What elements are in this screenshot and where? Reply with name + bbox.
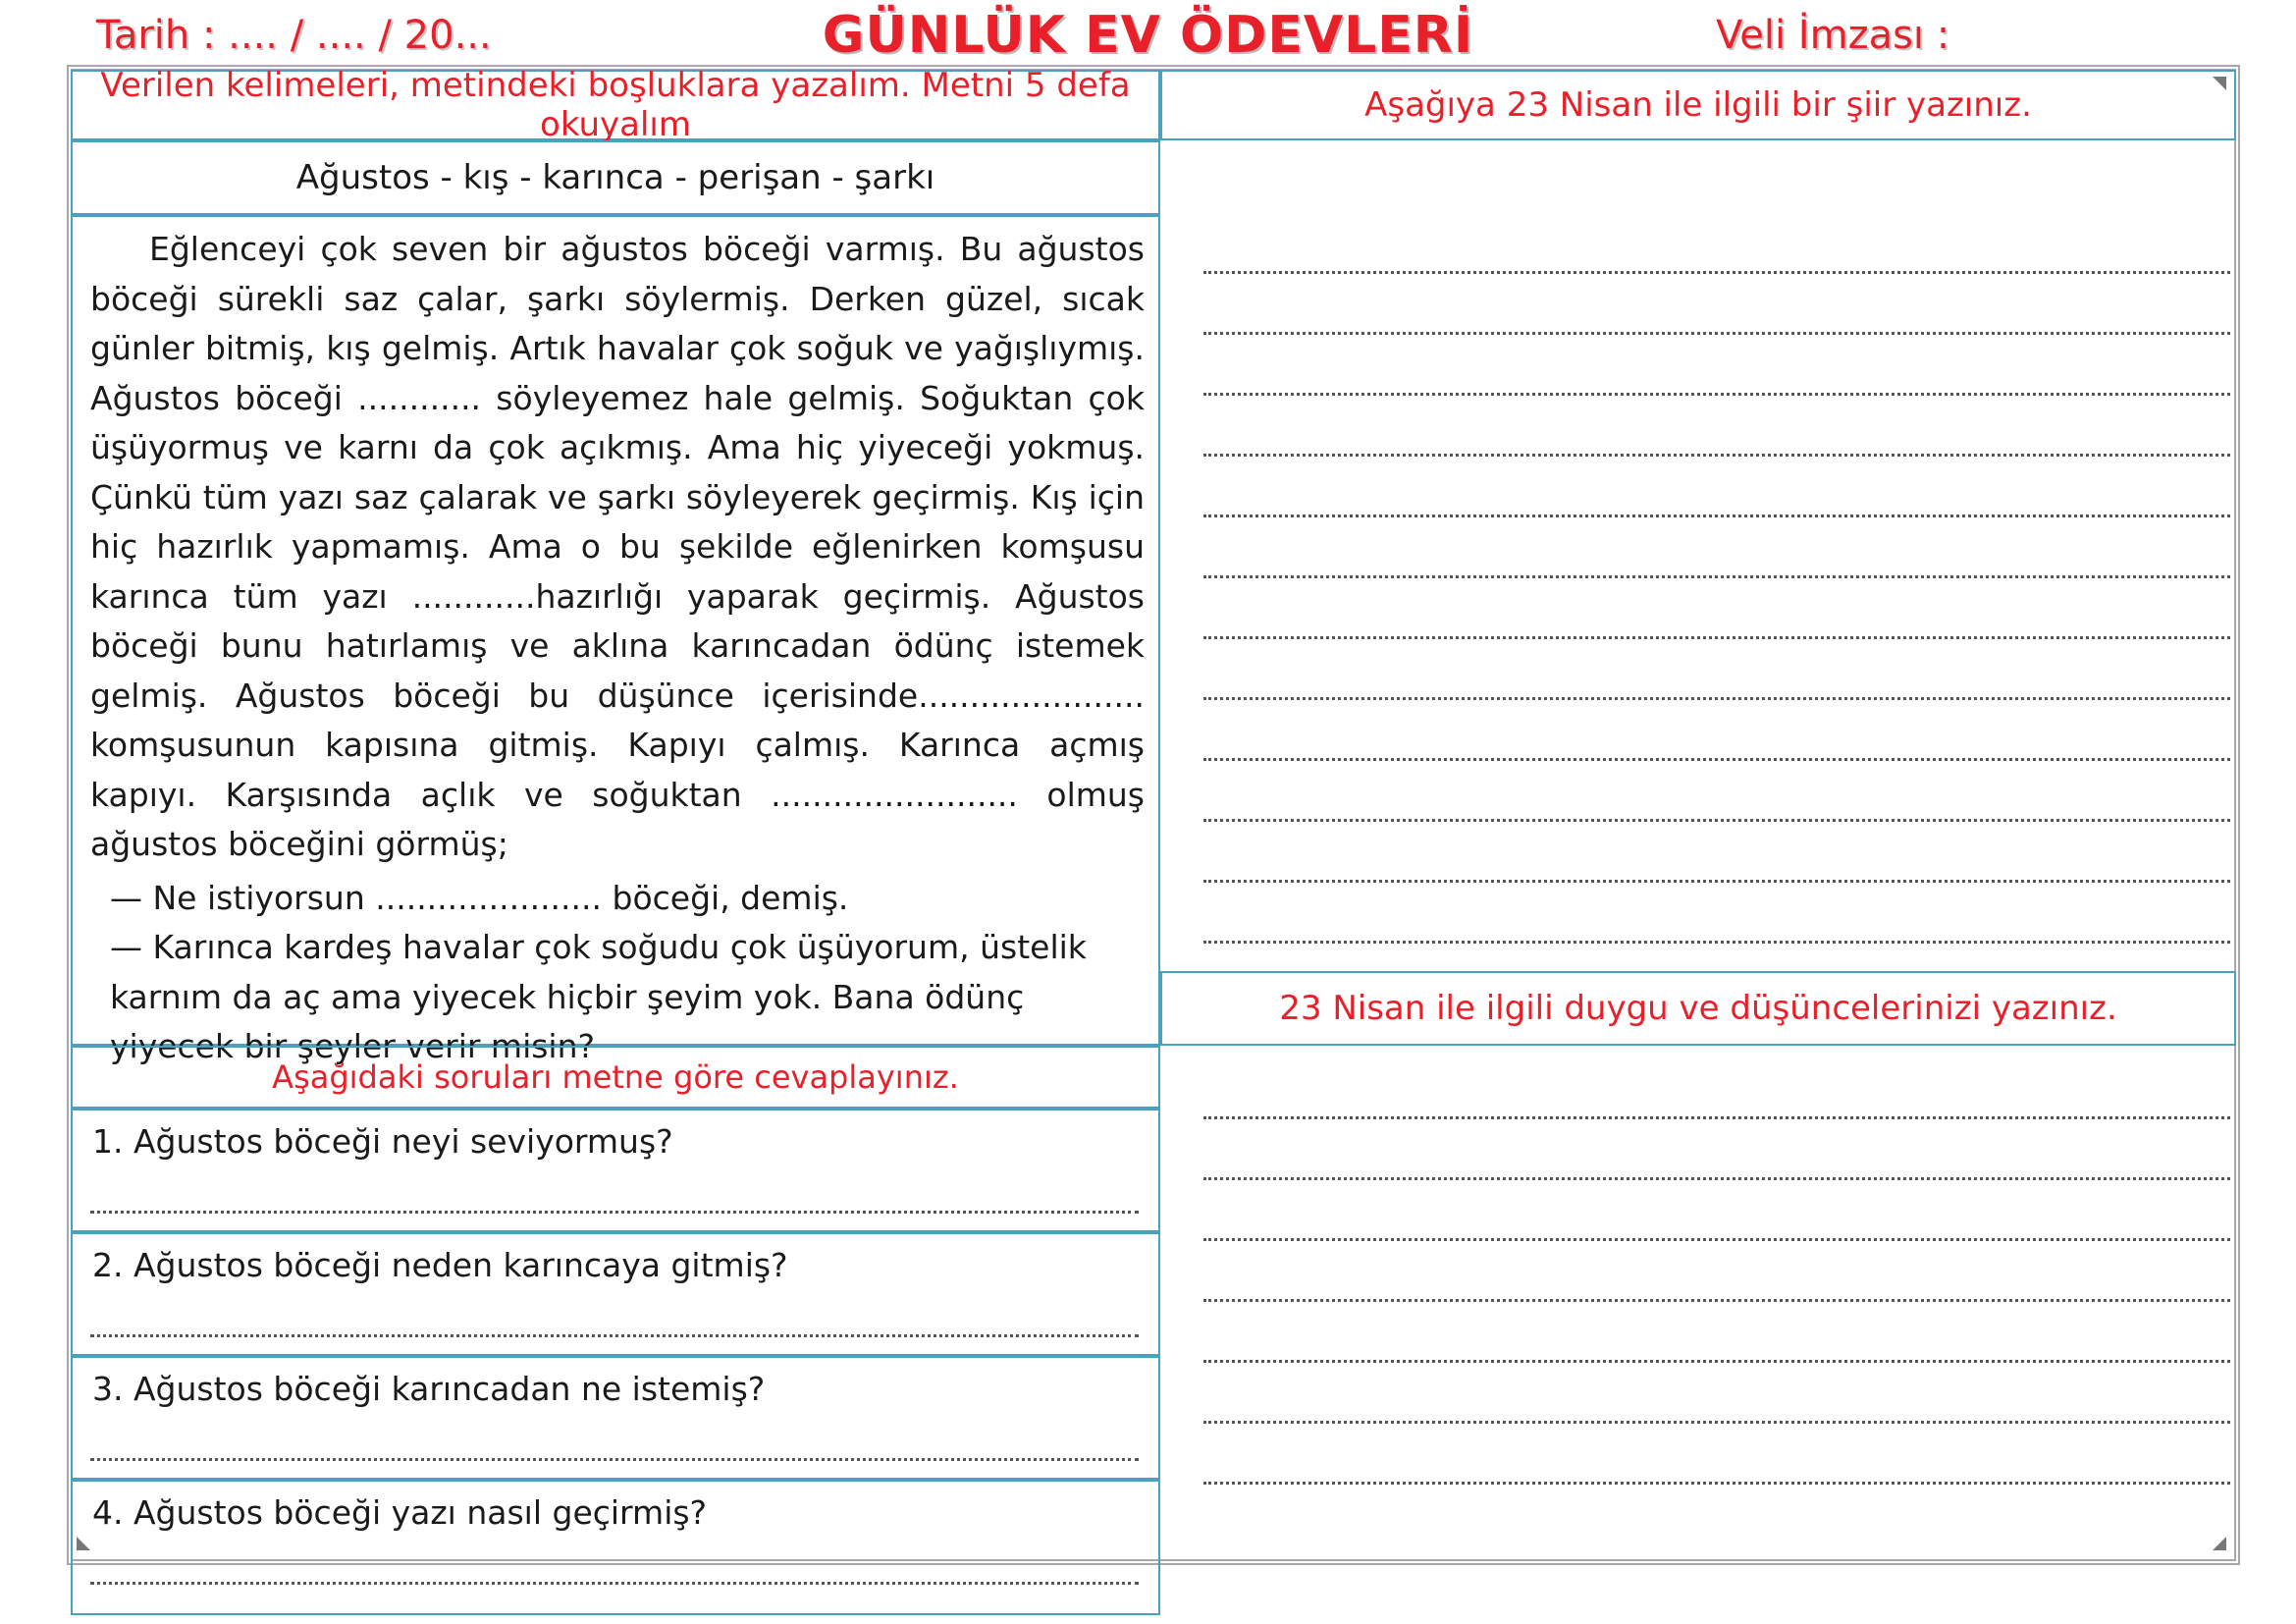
- question-1-text: 1. Ağustos böceği neyi seviyormuş?: [92, 1122, 673, 1161]
- poem-line[interactable]: [1203, 393, 2230, 396]
- feelings-line[interactable]: [1203, 1360, 2230, 1363]
- poem-line[interactable]: [1203, 454, 2230, 457]
- date-field-label: Tarih : .... / .... / 20...: [96, 13, 492, 58]
- parent-signature-label: Veli İmzası :: [1716, 13, 1950, 58]
- writing-panel: [1160, 70, 2236, 1546]
- poem-line[interactable]: [1203, 514, 2230, 517]
- poem-line[interactable]: [1203, 271, 2230, 274]
- word-bank: [71, 140, 1160, 215]
- poem-heading-text: Aşağıya 23 Nisan ile ilgili bir şiir yazınız.: [1364, 85, 2032, 125]
- answer-line-2[interactable]: [90, 1332, 1139, 1337]
- feelings-line[interactable]: [1203, 1116, 2230, 1119]
- story-text-box: [71, 215, 1160, 1065]
- questions-heading-text: Aşağıdaki soruları metne göre cevaplayınız.: [272, 1058, 959, 1096]
- question-4-text: 4. Ağustos böceği yazı nasıl geçirmiş?: [92, 1493, 708, 1532]
- poem-line[interactable]: [1203, 819, 2230, 822]
- question-box-3: [71, 1356, 1160, 1480]
- poem-line[interactable]: [1203, 941, 2230, 944]
- poem-line[interactable]: [1203, 697, 2230, 700]
- feelings-line[interactable]: [1203, 1238, 2230, 1241]
- dialogue-line-2: — Karınca kardeş havalar çok soğudu çok üşüyorum, üstelik karnım da aç ama yiyecek hiçbir şeyim yok. Bana ödünç yiyecek bir şeyler verir misin?: [110, 928, 1087, 1065]
- instruction-text: Verilen kelimeleri, metindeki boşluklara yazalım. Metni 5 defa okuyalım: [100, 66, 1131, 144]
- page-title: GÜNLÜK EV ÖDEVLERİ: [822, 6, 1474, 65]
- question-box-1: [71, 1109, 1160, 1232]
- answer-line-1[interactable]: [90, 1209, 1139, 1214]
- poem-heading: [1160, 70, 2236, 140]
- feelings-line[interactable]: [1203, 1299, 2230, 1302]
- story-paragraph: Eğlenceyi çok seven bir ağustos böceği varmış. Bu ağustos böceği sürekli saz çalar, şarkı söylermiş. Derken güzel, sıcak günler bitmiş, kış gelmiş. Artık havalar çok soğuk ve yağışlıymış. Ağustos böceği ............ söyleyemez hale gelmiş. Soğuktan çok üşüyormuş ve karnı da çok açıkmış. Ama hiç yiyeceği yokmuş. Çünkü tüm yazı saz çalarak ve şarkı söyleyerek geçirmiş. Kış için hiç hazırlık yapmamış. Ama o bu şekilde eğlenirken komşusu karınca tüm yazı ............hazırlığı yaparak geçirmiş. Ağustos böceği bunu hatırlamış ve aklına karıncadan ödünç istemek gelmiş. Ağustos böceği bu düşünce içerisinde...................... komşusunun kapısına gitmiş. Kapıyı çalmış. Karınca açmış kapıyı. Karşısında açlık ve soğuktan ........................ olmuş ağustos böceğini görmüş;: [90, 230, 1145, 863]
- answer-line-3[interactable]: [90, 1456, 1139, 1461]
- dialogue-line-1: — Ne istiyorsun ...................... böceği, demiş.: [110, 878, 849, 917]
- feelings-line[interactable]: [1203, 1482, 2230, 1485]
- question-box-2: [71, 1232, 1160, 1356]
- word-bank-text: Ağustos - kış - karınca - perişan - şarkı: [295, 158, 935, 197]
- poem-line[interactable]: [1203, 880, 2230, 883]
- question-3-text: 3. Ağustos böceği karıncadan ne istemiş?: [92, 1370, 766, 1408]
- poem-line[interactable]: [1203, 758, 2230, 761]
- poem-line[interactable]: [1203, 332, 2230, 335]
- feelings-line[interactable]: [1203, 1177, 2230, 1180]
- poem-line[interactable]: [1203, 636, 2230, 639]
- instruction-heading: [71, 66, 1160, 144]
- poem-writing-area[interactable]: [1160, 140, 2236, 973]
- question-2-text: 2. Ağustos böceği neden karıncaya gitmiş?: [92, 1246, 788, 1284]
- poem-line[interactable]: [1203, 575, 2230, 578]
- reading-panel: [71, 66, 1160, 1546]
- question-box-4: [71, 1480, 1160, 1615]
- questions-heading: [71, 1046, 1160, 1109]
- feelings-heading: [1160, 971, 2236, 1046]
- feelings-heading-text: 23 Nisan ile ilgili duygu ve düşüncelerinizi yazınız.: [1279, 989, 2117, 1028]
- answer-line-4[interactable]: [90, 1580, 1139, 1585]
- feelings-writing-area[interactable]: [1160, 1046, 2236, 1546]
- feelings-line[interactable]: [1203, 1421, 2230, 1424]
